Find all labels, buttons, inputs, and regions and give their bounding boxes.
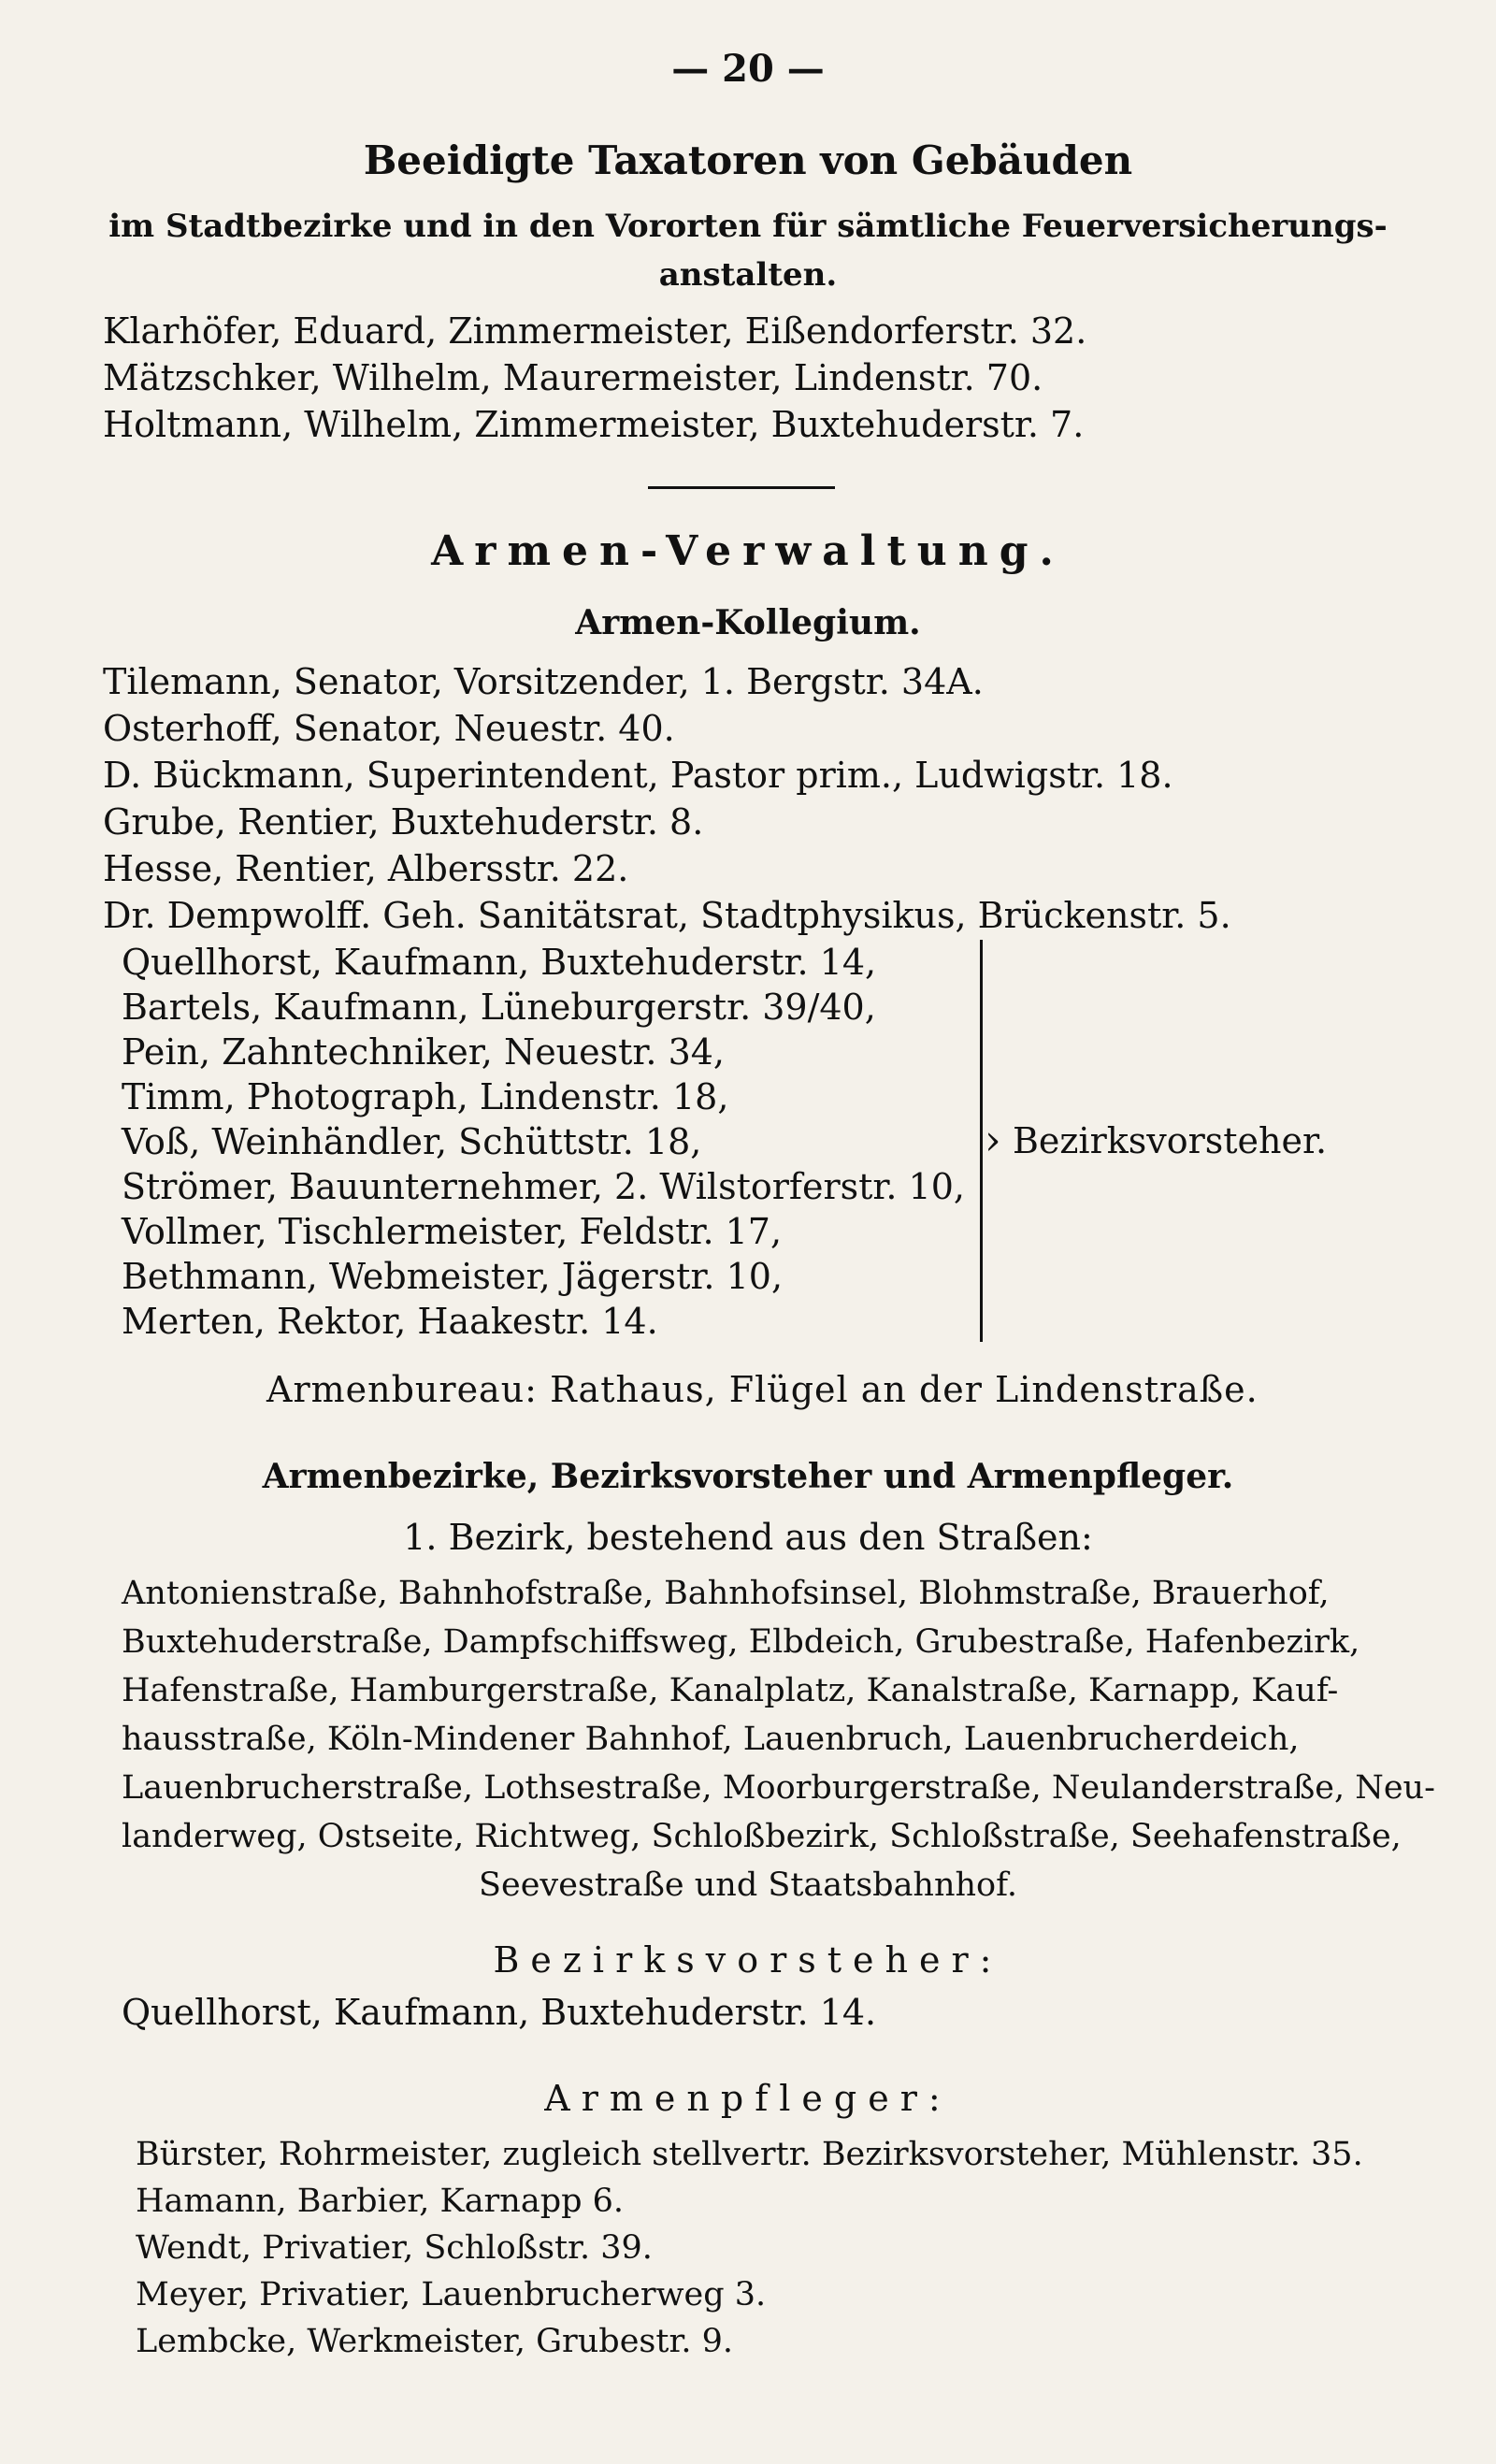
taxator-entry: Holtmann, Wilhelm, Zimmermeister, Buxtehuderstr. 7. xyxy=(103,404,1085,445)
page-number: — 20 — xyxy=(671,47,825,91)
armenbezirke-heading: Armenbezirke, Bezirksvorsteher und Armenpfleger. xyxy=(262,1457,1234,1496)
armenpfleger-heading: Armenpfleger: xyxy=(544,2078,952,2119)
bezirksvorsteher-member: Bethmann, Webmeister, Jägerstr. 10, xyxy=(122,1256,784,1297)
armen-verwaltung-title: Armen-Verwaltung. xyxy=(431,527,1065,575)
brace-tip-icon: › xyxy=(985,1117,1001,1164)
bezirk1-streets-line: Hafenstraße, Hamburgerstraße, Kanalplatz, Kanalstraße, Karnapp, Kauf- xyxy=(122,1672,1339,1709)
armenbureau-line: Armenbureau: Rathaus, Flügel an der Lindenstraße. xyxy=(266,1369,1259,1410)
bezirk1-streets-line: Buxtehuderstraße, Dampfschiffsweg, Elbdeich, Grubestraße, Hafenbezirk, xyxy=(122,1623,1360,1661)
bezirk1-vorsteher-heading: Bezirksvorsteher: xyxy=(493,1939,1003,1981)
kollegium-member: Dr. Dempwolff. Geh. Sanitätsrat, Stadtphysikus, Brückenstr. 5. xyxy=(103,895,1231,936)
kollegium-member: Hesse, Rentier, Albersstr. 22. xyxy=(103,848,629,889)
bezirksvorsteher-member: Vollmer, Tischlermeister, Feldstr. 17, xyxy=(122,1211,783,1252)
bezirk1-heading: 1. Bezirk, bestehend aus den Straßen: xyxy=(403,1517,1093,1558)
kollegium-member: Tilemann, Senator, Vorsitzender, 1. Bergstr. 34A. xyxy=(103,661,984,702)
taxatoren-title: Beeidigte Taxatoren von Gebäuden xyxy=(363,137,1133,183)
armenpfleger-entry: Lembcke, Werkmeister, Grubestr. 9. xyxy=(136,2323,733,2360)
kollegium-member: Osterhoff, Senator, Neuestr. 40. xyxy=(103,708,675,749)
bezirk1-streets-line: Seevestraße und Staatsbahnhof. xyxy=(479,1866,1017,1904)
bezirksvorsteher-member: Pein, Zahntechniker, Neuestr. 34, xyxy=(122,1031,725,1073)
bezirk1-streets-line: Antonienstraße, Bahnhofstraße, Bahnhofsinsel, Blohmstraße, Brauerhof, xyxy=(122,1575,1330,1612)
armen-kollegium-heading: Armen-Kollegium. xyxy=(575,603,921,642)
bezirksvorsteher-member: Merten, Rektor, Haakestr. 14. xyxy=(122,1301,658,1342)
bezirk1-streets-line: hausstraße, Köln-Mindener Bahnhof, Lauenbruch, Lauenbrucherdeich, xyxy=(122,1721,1300,1758)
taxator-entry: Mätzschker, Wilhelm, Maurermeister, Lindenstr. 70. xyxy=(103,357,1043,398)
bezirk1-vorsteher: Quellhorst, Kaufmann, Buxtehuderstr. 14. xyxy=(122,1992,877,2033)
bezirksvorsteher-member: Bartels, Kaufmann, Lüneburgerstr. 39/40, xyxy=(122,987,876,1028)
bezirksvorsteher-member: Quellhorst, Kaufmann, Buxtehuderstr. 14, xyxy=(122,942,877,983)
taxatoren-subtitle-line1: im Stadtbezirke und in den Vororten für sämtliche Feuerversicherungs- xyxy=(108,208,1388,245)
bezirk1-streets-line: landerweg, Ostseite, Richtweg, Schloßbezirk, Schloßstraße, Seehafenstraße, xyxy=(122,1818,1402,1855)
armenpfleger-entry: Bürster, Rohrmeister, zugleich stellvertr. Bezirksvorsteher, Mühlenstr. 35. xyxy=(136,2136,1363,2173)
bezirksvorsteher-member: Voß, Weinhändler, Schüttstr. 18, xyxy=(122,1121,702,1162)
bezirk1-streets-line: Lauenbrucherstraße, Lothsestraße, Moorburgerstraße, Neulanderstraße, Neu- xyxy=(122,1769,1435,1807)
taxatoren-subtitle-line2: anstalten. xyxy=(658,256,838,294)
armenpfleger-entry: Wendt, Privatier, Schloßstr. 39. xyxy=(136,2229,653,2267)
bezirksvorsteher-label: Bezirksvorsteher. xyxy=(1013,1120,1328,1161)
bezirksvorsteher-member: Timm, Photograph, Lindenstr. 18, xyxy=(122,1076,729,1117)
bezirksvorsteher-member: Strömer, Bauunternehmer, 2. Wilstorferstr. 10, xyxy=(122,1166,965,1207)
section-divider xyxy=(648,486,835,489)
armenpfleger-entry: Meyer, Privatier, Lauenbrucherweg 3. xyxy=(136,2276,767,2313)
kollegium-member: D. Bückmann, Superintendent, Pastor prim., Ludwigstr. 18. xyxy=(103,755,1173,796)
kollegium-member: Grube, Rentier, Buxtehuderstr. 8. xyxy=(103,801,704,843)
armenpfleger-entry: Hamann, Barbier, Karnapp 6. xyxy=(136,2183,625,2220)
taxator-entry: Klarhöfer, Eduard, Zimmermeister, Eißendorferstr. 32. xyxy=(103,310,1087,352)
